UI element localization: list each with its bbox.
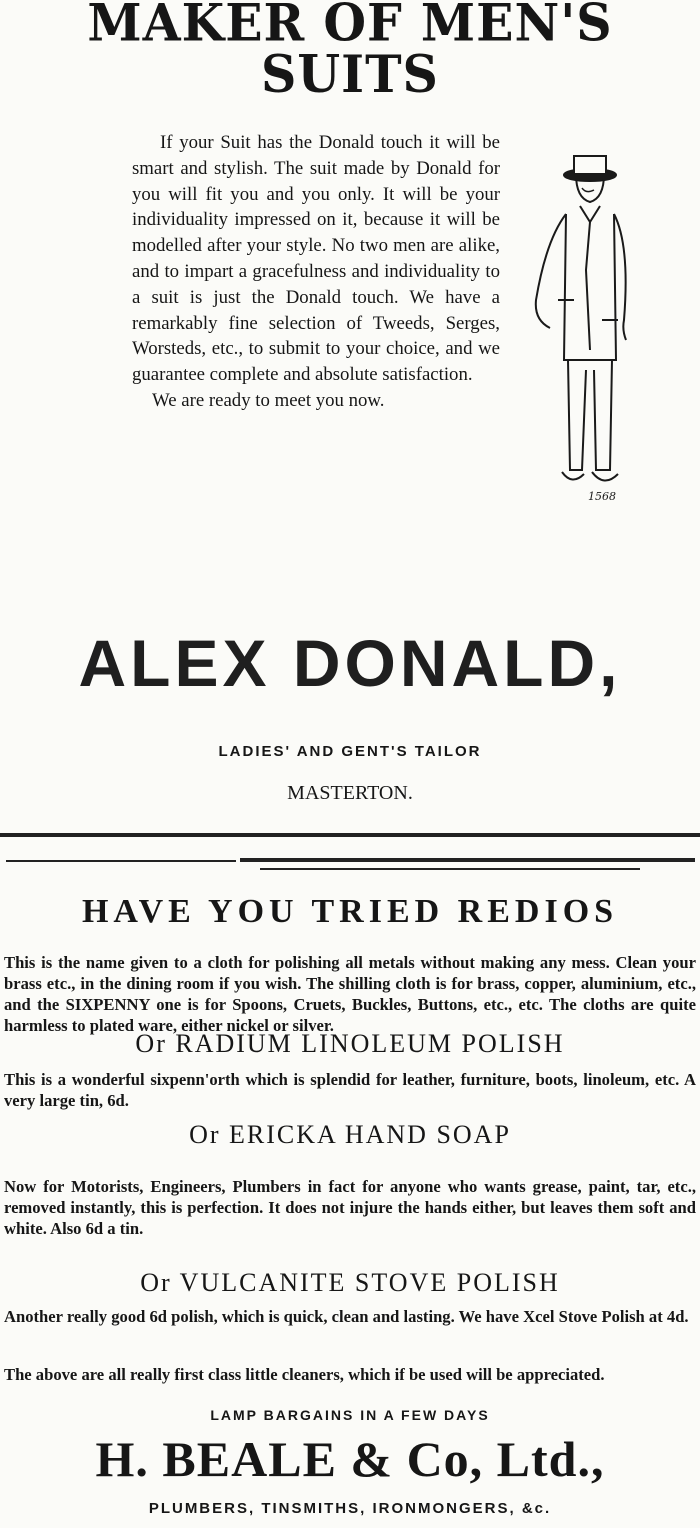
vulcanite-paragraph: Another really good 6d polish, which is quick, clean and lasting. We have Xcel Stove Polish at 4d. — [4, 1307, 689, 1326]
ad-body-paragraph: If your Suit has the Donald touch it will be smart and stylish. The suit made by Donald for you will fit you and you only. It will be your individuality impressed on it, because it will be modelled after your style. No two men are alike, and to impart a gracefulness and individuality to a suit is just the Donald touch. We have a remarkably fine selection of Tweeds, Serges, Worsteds, etc., to submit to your choice, and we guarantee complete and absolute satisfaction. — [132, 132, 500, 386]
vulcanite-heading: Or VULCANITE STOVE POLISH — [140, 1268, 560, 1297]
tailor-town: MASTERTON. — [287, 782, 413, 804]
firm-name: H. BEALE & Co, Ltd., — [95, 1431, 605, 1487]
radium-heading: Or RADIUM LINOLEUM POLISH — [135, 1029, 565, 1058]
man-in-suit-illustration — [528, 150, 638, 510]
divider-rule — [0, 833, 700, 837]
illustration-number: 1568 — [588, 490, 616, 503]
divider-rule-left — [6, 860, 236, 862]
redios-headline: HAVE YOU TRIED REDIOS — [81, 893, 619, 930]
summary-paragraph: The above are all really first class little cleaners, which if be used will be appreciated. — [4, 1365, 605, 1384]
ericka-paragraph: Now for Motorists, Engineers, Plumbers in fact for anyone who wants grease, paint, tar, etc., removed instantly, this is perfection. It does not injure the hands either, but leaves them soft and white. Also 6d a tin. — [4, 1177, 696, 1238]
lamp-bargains-line: LAMP BARGAINS IN A FEW DAYS — [210, 1407, 490, 1423]
radium-paragraph: This is a wonderful sixpenn'orth which is splendid for leather, furniture, boots, linoleum, etc. A very large tin, 6d. — [4, 1070, 696, 1110]
divider-rule-thin — [260, 868, 640, 870]
ericka-heading: Or ERICKA HAND SOAP — [189, 1120, 511, 1149]
ad-body — [132, 130, 500, 414]
divider-rule-right — [240, 858, 695, 862]
tailor-tagline: LADIES' AND GENT'S TAILOR — [218, 743, 482, 760]
firm-trades: PLUMBERS, TINSMITHS, IRONMONGERS, &c. — [148, 1500, 552, 1517]
tailor-name: ALEX DONALD, — [78, 626, 622, 700]
ad-headline: MAKER OF MEN'S SUITS — [87, 0, 613, 105]
ad-closing-line: We are ready to meet you now. — [152, 389, 385, 411]
redios-paragraph: This is the name given to a cloth for polishing all metals without making any mess. Clean your brass etc., in the dining room if you wish. The shilling cloth is for brass, copper, aluminium, etc., and the SIXPENNY one is for Spoons, Cruets, Buckles, Buttons, etc., etc. The cloths are quite harmless to plated ware, either nickel or silver. — [4, 953, 696, 1035]
